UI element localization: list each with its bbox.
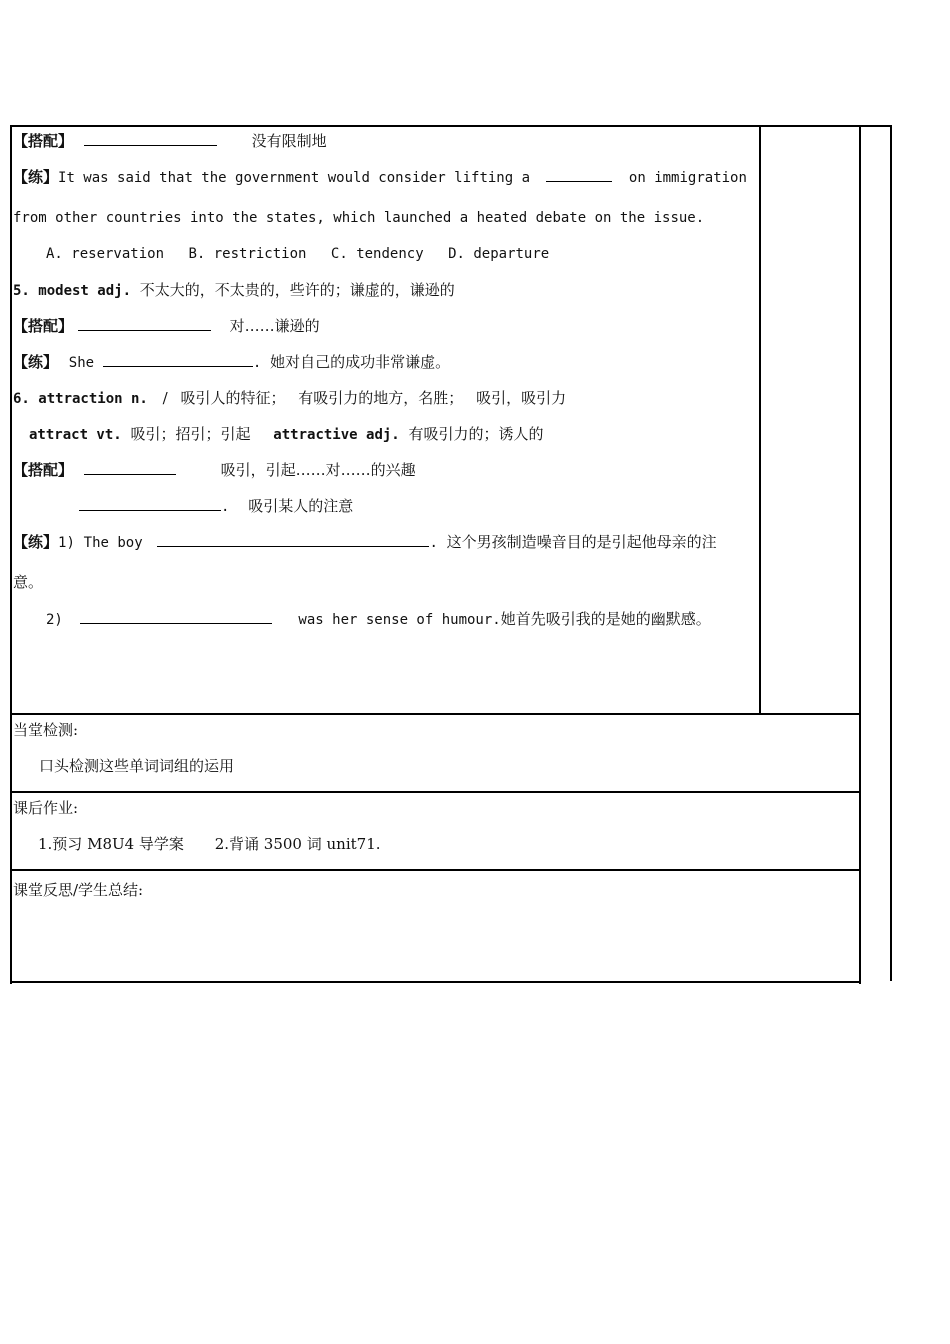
vocab-meaning-1: 吸引人的特征； <box>180 389 286 407</box>
practice-label: 【练】 <box>13 533 59 551</box>
homework-title: 课后作业: <box>13 799 79 817</box>
vocab-word-attractive: attractive adj. <box>273 427 400 443</box>
row-border-3 <box>10 869 861 871</box>
practice-meaning: 她对自己的成功非常谦虚。 <box>270 353 451 371</box>
homework-item-1: 1.预习 M8U4 导学案 <box>38 835 184 853</box>
practice-meaning: 这个男孩制造噪音目的是引起他母亲的注 <box>446 533 717 551</box>
vocab-meaning: 不太大的，不太贵的，些许的；谦虚的，谦逊的 <box>139 281 455 299</box>
collocation-meaning: 对……谦逊的 <box>229 317 320 335</box>
answer-blank[interactable] <box>157 532 429 547</box>
answer-blank[interactable] <box>78 316 211 331</box>
option-c[interactable]: C. tendency <box>330 246 424 262</box>
practice-text: The boy <box>83 535 143 551</box>
practice-label: 【练】 <box>13 353 59 371</box>
vocab-word-attract: attract vt. <box>29 427 122 443</box>
vocab-meaning: 有吸引力的；诱人的 <box>408 425 544 443</box>
table-left-border <box>10 125 12 984</box>
vocab-line-5 <box>13 280 455 301</box>
practice-line-12 <box>13 532 717 553</box>
collocation-label: 【搭配】 <box>13 132 74 150</box>
collocation-line-11 <box>79 496 353 517</box>
practice-line-2 <box>13 167 747 188</box>
collocation-meaning: 吸引某人的注意 <box>248 497 354 515</box>
vocab-meaning-3: 吸引，吸引力 <box>476 389 567 407</box>
answer-blank[interactable] <box>84 460 176 475</box>
practice-line-13 <box>13 572 43 592</box>
reflection-title: 课堂反思/学生总结: <box>13 881 144 899</box>
practice-text: It was said that the government would consider lifting a <box>58 170 531 186</box>
option-d[interactable]: D. departure <box>448 246 550 262</box>
practice-meaning: 她首先吸引我的是她的幽默感。 <box>500 610 711 628</box>
vocab-line-9 <box>29 424 544 445</box>
practice-line-3 <box>13 208 704 228</box>
collocation-line-10 <box>13 460 416 480</box>
practice-text: She <box>68 355 95 371</box>
option-b[interactable]: B. restriction <box>188 246 307 262</box>
inner-col-border-2 <box>859 125 861 984</box>
table-bottom-border <box>10 981 861 983</box>
answer-blank[interactable] <box>79 496 221 511</box>
answer-blank[interactable] <box>103 352 253 367</box>
practice-text-cont: on immigration <box>628 170 747 186</box>
check-content: 口头检测这些单词词组的运用 <box>39 757 235 775</box>
practice-label: 【练】 <box>13 168 59 186</box>
slash: / <box>162 389 168 407</box>
vocab-word: 5. modest adj. <box>13 283 132 299</box>
homework-item-2: 2.背诵 3500 词 unit71. <box>214 835 381 853</box>
homework-items <box>38 834 381 854</box>
vocab-word: 6. attraction n. <box>13 391 148 407</box>
vocab-meaning-2: 有吸引力的地方，名胜； <box>298 389 464 407</box>
options-line <box>46 244 549 264</box>
period: . <box>221 499 230 515</box>
check-title: 当堂检测: <box>13 721 79 739</box>
period: . <box>429 535 438 551</box>
row-border-2 <box>10 791 861 793</box>
collocation-meaning: 没有限制地 <box>251 132 327 150</box>
answer-blank[interactable] <box>84 131 217 146</box>
practice-text: 意。 <box>13 573 44 591</box>
answer-blank[interactable] <box>80 609 272 624</box>
vocab-meaning: 吸引；招引；引起 <box>130 425 251 443</box>
row-border-1 <box>10 713 861 715</box>
collocation-label: 【搭配】 <box>13 461 74 479</box>
practice-line-7 <box>13 352 450 373</box>
inner-col-border-1 <box>759 125 761 715</box>
item-number: 1) <box>58 535 75 551</box>
practice-line-14 <box>46 609 711 630</box>
collocation-line-1 <box>13 131 327 151</box>
answer-blank[interactable] <box>546 167 612 182</box>
vocab-line-8 <box>13 388 566 409</box>
collocation-meaning: 吸引，引起……对……的兴趣 <box>220 461 416 479</box>
option-a[interactable]: A. reservation <box>46 246 165 262</box>
item-number: 2) <box>46 612 63 628</box>
practice-text: from other countries into the states, which launched a heated debate on the issue. <box>13 210 705 226</box>
collocation-label: 【搭配】 <box>13 317 74 335</box>
collocation-line-6 <box>13 316 320 336</box>
outer-col-border <box>890 125 892 981</box>
period: . <box>252 355 262 371</box>
practice-text: was her sense of humour. <box>298 612 501 628</box>
